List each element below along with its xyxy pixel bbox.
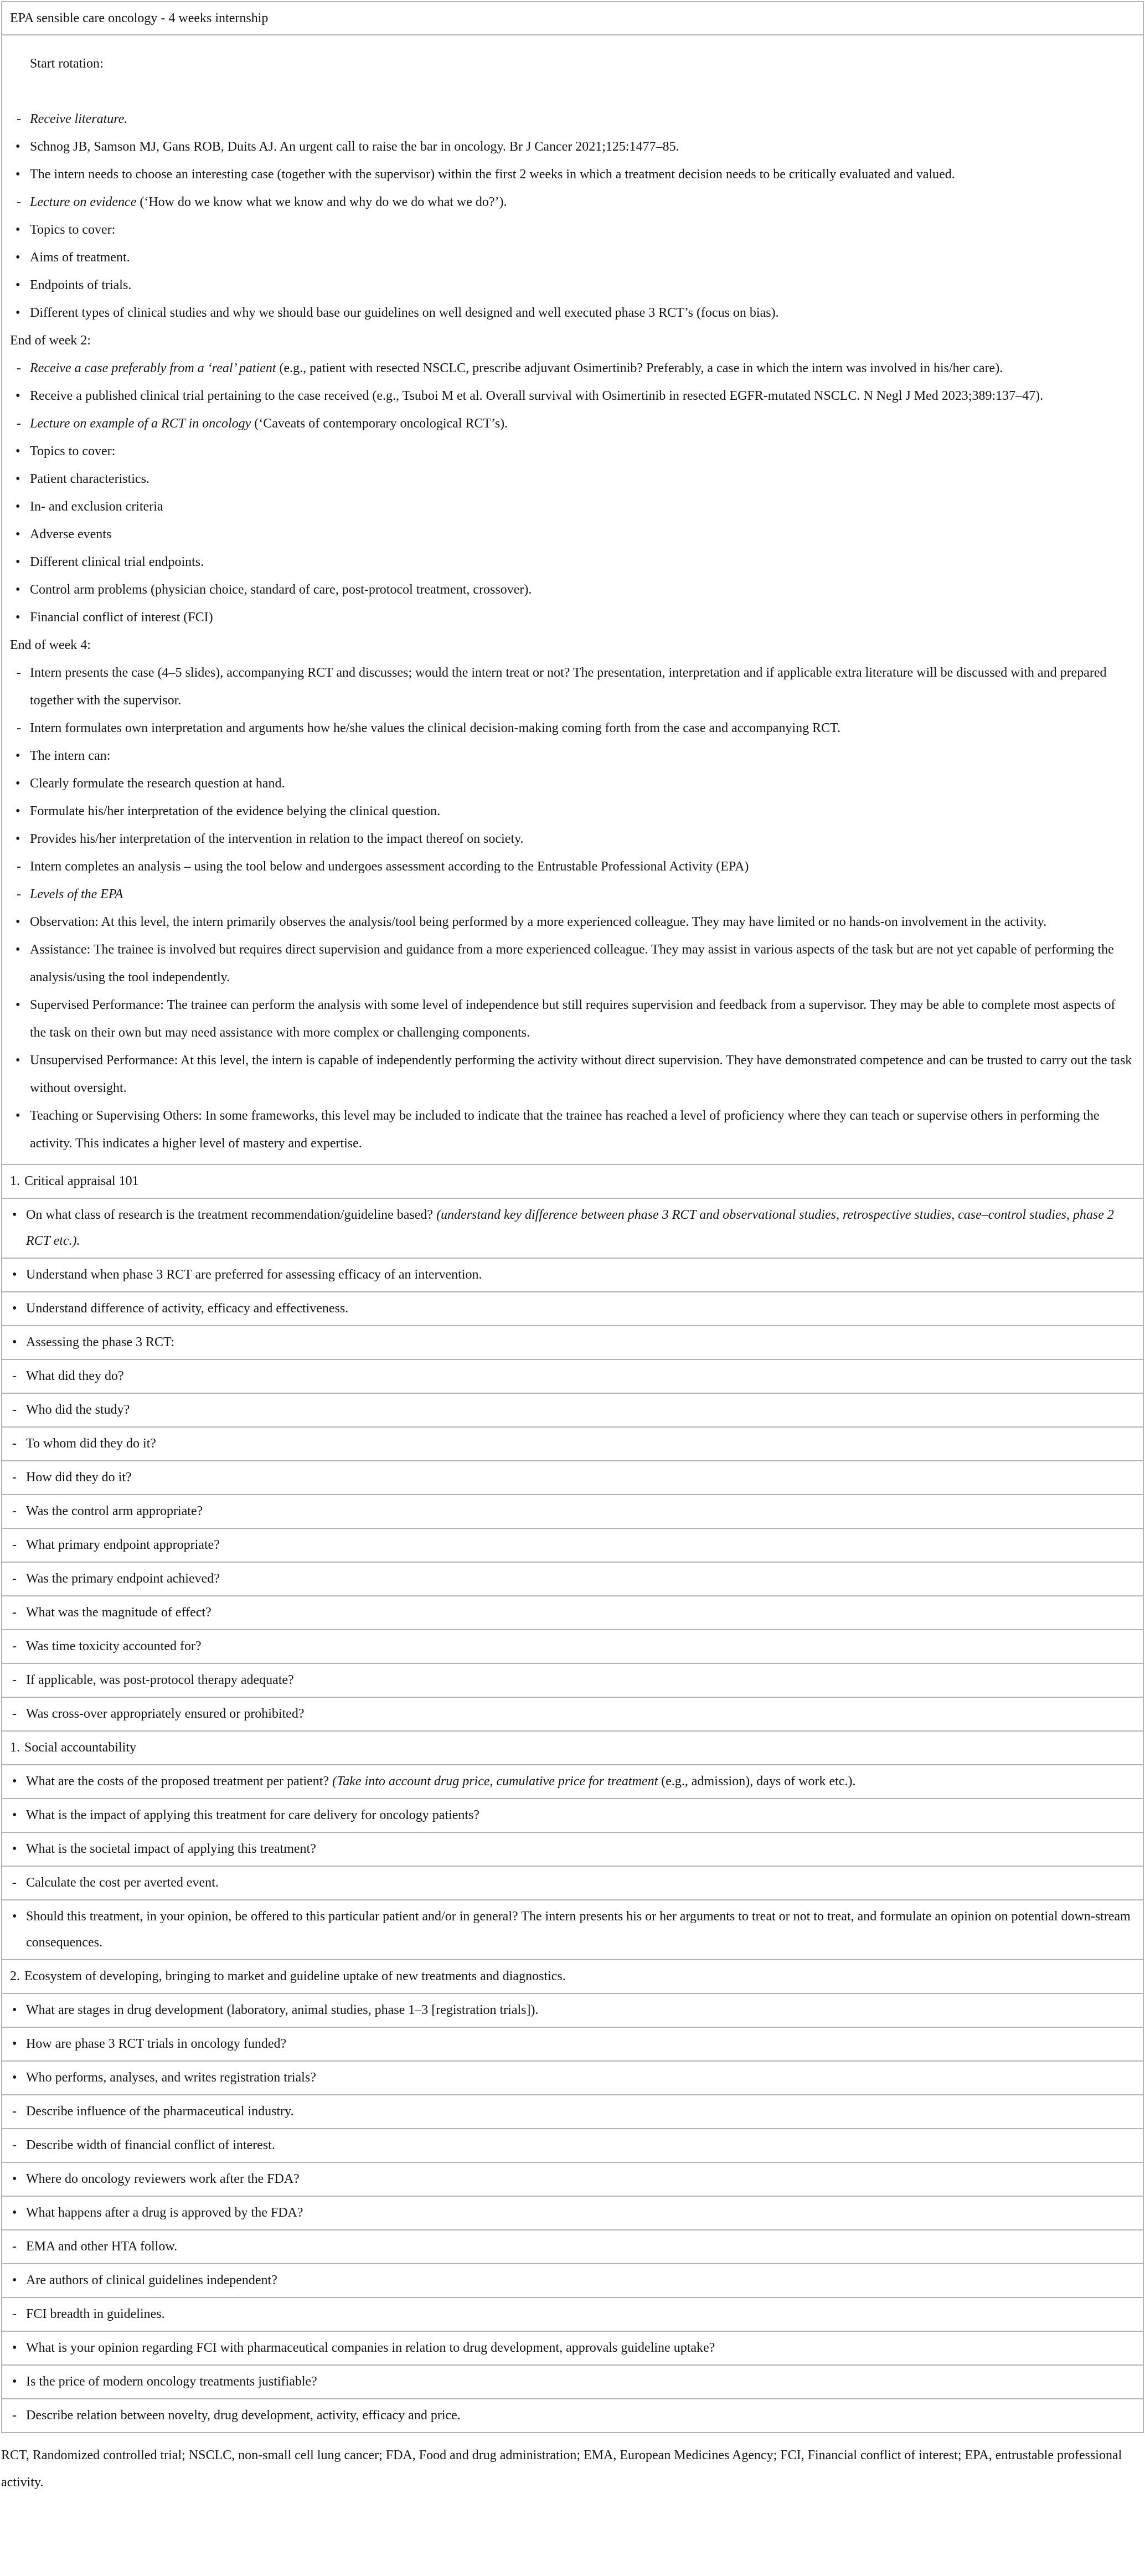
bullet-icon: • xyxy=(12,1774,17,1789)
bullet-icon: • xyxy=(12,1808,17,1822)
item-text: In- and exclusion criteria xyxy=(30,499,163,514)
list-item xyxy=(9,299,1133,327)
item-text: The intern can: xyxy=(30,749,111,763)
item-text: Intern completes an analysis – using the tool below and undergoes assessment according to the Entrustable Professional Activity (EPA) xyxy=(30,859,749,874)
list-item xyxy=(9,1047,1133,1102)
table-row xyxy=(2,2196,1143,2229)
list-item xyxy=(9,105,1133,133)
item-text: Who performs, analyses, and writes registration trials? xyxy=(26,2070,316,2085)
list-item xyxy=(9,604,1133,631)
list-item xyxy=(9,271,1133,299)
item-text: Describe relation between novelty, drug development, activity, efficacy and price. xyxy=(26,2408,461,2423)
bullet-icon: • xyxy=(16,915,20,929)
bullet-icon: • xyxy=(12,2206,17,2220)
bullet-icon: • xyxy=(16,555,20,569)
dash-icon: - xyxy=(12,1369,17,1383)
table-row xyxy=(2,1359,1143,1393)
item-text: Control arm problems (physician choice, standard of care, post-protocol treatment, crossover). xyxy=(30,583,532,597)
list-item xyxy=(9,50,1133,78)
list-item xyxy=(9,465,1133,493)
item-text: Intern presents the case (4–5 slides), accompanying RCT and discusses; would the intern treat or not? The presentation, interpretation and if applicable extra literature will be discussed with and prepared together with the supervisor. xyxy=(30,666,1107,708)
table-row xyxy=(2,2398,1143,2432)
item-text: What happens after a drug is approved by the FDA? xyxy=(26,2206,303,2220)
dash-icon: - xyxy=(12,2138,17,2152)
dash-icon: - xyxy=(17,416,21,431)
item-text: Provides his/her interpretation of the intervention in relation to the impact thereof on society. xyxy=(30,832,524,846)
list-item xyxy=(9,631,1133,659)
item-text: EMA and other HTA follow. xyxy=(26,2239,178,2254)
document-page xyxy=(0,1,1145,2496)
item-text: On what class of research is the treatment recommendation/guideline based? (understand key difference between phase 3 RCT and observational studies, retrospective studies, case–control studies, phase 2 RCT etc.). xyxy=(26,1208,1114,1248)
bullet-icon: • xyxy=(12,2003,17,2017)
dash-icon: - xyxy=(17,887,21,901)
bullet-icon: • xyxy=(16,140,20,154)
item-text: What are stages in drug development (laboratory, animal studies, phase 1–3 [registration trials]). xyxy=(26,2003,539,2017)
table-row xyxy=(2,2128,1143,2162)
bullet-icon: • xyxy=(12,1301,17,1316)
item-text: Assistance: The trainee is involved but requires direct supervision and guidance from a more experienced colleague. They may assist in various aspects of the task but are not yet capable of performing the analysis/using the tool independently. xyxy=(30,942,1114,985)
item-text: How are phase 3 RCT trials in oncology funded? xyxy=(26,2037,287,2051)
bullet-icon: • xyxy=(12,1208,17,1222)
dash-icon: - xyxy=(17,666,21,680)
dash-icon: - xyxy=(12,2104,17,2119)
bullet-icon: • xyxy=(12,1842,17,1856)
table-row xyxy=(2,1198,1143,1258)
bullet-icon: • xyxy=(16,472,20,486)
bullet-icon: • xyxy=(16,998,20,1012)
item-text: Is the price of modern oncology treatments justifiable? xyxy=(26,2374,317,2389)
item-text: Adverse events xyxy=(30,527,112,542)
item-text: What is your opinion regarding FCI with pharmaceutical companies in relation to drug development, approvals guideline uptake? xyxy=(26,2341,715,2355)
table-row xyxy=(2,2094,1143,2128)
bullet-icon: • xyxy=(16,832,20,846)
dash-icon: - xyxy=(17,859,21,874)
table-row xyxy=(2,2162,1143,2196)
list-item xyxy=(9,133,1133,161)
item-text: Was cross-over appropriately ensured or prohibited? xyxy=(26,1707,305,1721)
list-item xyxy=(9,742,1133,770)
table-row xyxy=(2,1730,1143,1764)
item-text: Ecosystem of developing, bringing to market and guideline uptake of new treatments and diagnostics. xyxy=(24,1969,566,1983)
table-row xyxy=(2,1393,1143,1426)
list-item xyxy=(9,714,1133,742)
table-row xyxy=(2,1460,1143,1494)
dash-icon: - xyxy=(12,1572,17,1586)
main-cell xyxy=(2,34,1143,1164)
list-item xyxy=(9,770,1133,797)
item-text: Schnog JB, Samson MJ, Gans ROB, Duits AJ. An urgent call to raise the bar in oncology. Br J Cancer 2021;125:1477–85. xyxy=(30,140,679,154)
item-text: Who did the study? xyxy=(26,1403,130,1417)
item-text: End of week 4: xyxy=(10,638,91,652)
list-item xyxy=(9,797,1133,825)
item-text: Understand when phase 3 RCT are preferred for assessing efficacy of an intervention. xyxy=(26,1268,482,1282)
bullet-icon: • xyxy=(16,389,20,403)
item-text: What did they do? xyxy=(26,1369,124,1383)
table-row xyxy=(2,2060,1143,2094)
item-text: What is the societal impact of applying this treatment? xyxy=(26,1842,316,1856)
item-text: Are authors of clinical guidelines independent? xyxy=(26,2273,277,2288)
table-row xyxy=(2,1562,1143,1595)
item-text: Assessing the phase 3 RCT: xyxy=(26,1335,175,1349)
bullet-icon: • xyxy=(16,250,20,265)
footnote: RCT, Randomized controlled trial; NSCLC, non-small cell lung cancer; FDA, Food and drug administration; EMA, European Medicines Agency; FCI, Financial conflict of interest; EPA, entrustable professional activity. xyxy=(1,2448,1122,2490)
item-number: 1. xyxy=(10,1740,20,1755)
table-row xyxy=(2,1629,1143,1663)
list-item xyxy=(9,327,1133,354)
bullet-icon: • xyxy=(16,776,20,791)
item-text: Patient characteristics. xyxy=(30,472,149,486)
item-text: Clearly formulate the research question at hand. xyxy=(30,776,285,791)
item-number: 1. xyxy=(10,1174,20,1188)
item-text: Receive a published clinical trial pertaining to the case received (e.g., Tsuboi M et al. Overall survival with Osimertinib in resected EGFR-mutated NSCLC. N Negl J Med 2023;389:137–47). xyxy=(30,389,1044,403)
dash-icon: - xyxy=(12,1605,17,1620)
item-text: Topics to cover: xyxy=(30,223,116,237)
list-item xyxy=(9,908,1133,936)
item-text: What primary endpoint appropriate? xyxy=(26,1538,220,1552)
table-row xyxy=(2,1426,1143,1460)
table-row xyxy=(2,2027,1143,2060)
table-row xyxy=(2,2229,1143,2263)
item-text: Lecture on example of a RCT in oncology (‘Caveats of contemporary oncological RCT’s). xyxy=(30,416,508,431)
dash-icon: - xyxy=(12,1639,17,1653)
bullet-icon: • xyxy=(12,1335,17,1349)
list-item xyxy=(9,437,1133,465)
dash-icon: - xyxy=(12,1403,17,1417)
item-text: Where do oncology reviewers work after the FDA? xyxy=(26,2172,300,2186)
table-row xyxy=(2,1993,1143,2027)
list-item xyxy=(9,382,1133,410)
item-text: Different clinical trial endpoints. xyxy=(30,555,204,569)
bullet-icon: • xyxy=(16,499,20,514)
bullet-icon: • xyxy=(12,2172,17,2186)
bullet-icon: • xyxy=(16,444,20,458)
task-rows xyxy=(2,1164,1143,2432)
item-text: How did they do it? xyxy=(26,1470,132,1485)
item-text: Understand difference of activity, efficacy and effectiveness. xyxy=(26,1301,349,1316)
table-row xyxy=(2,1291,1143,1325)
list-item xyxy=(9,161,1133,188)
item-text: Unsupervised Performance: At this level, the intern is capable of independently performing the activity without direct supervision. They have demonstrated competence and can be trusted to carry out the task without oversight. xyxy=(30,1053,1132,1095)
item-text: Receive literature. xyxy=(30,112,128,126)
item-text: Formulate his/her interpretation of the evidence belying the clinical question. xyxy=(30,804,441,818)
bullet-icon: • xyxy=(16,278,20,292)
bullet-icon: • xyxy=(12,2374,17,2389)
item-text: Calculate the cost per averted event. xyxy=(26,1876,219,1890)
list-item xyxy=(9,188,1133,216)
item-text: Aims of treatment. xyxy=(30,250,130,265)
table-row xyxy=(2,1663,1143,1697)
bullet-icon: • xyxy=(16,223,20,237)
item-text: Start rotation: xyxy=(30,56,104,71)
bullet-icon: • xyxy=(12,2341,17,2355)
item-text: What are the costs of the proposed treatment per patient? (Take into account drug price, cumulative price for treatment (e.g., admission), days of work etc.). xyxy=(26,1774,856,1789)
list-item xyxy=(9,936,1133,991)
list-item xyxy=(9,576,1133,604)
item-text: Social accountability xyxy=(24,1740,136,1755)
bullet-icon: • xyxy=(12,1268,17,1282)
item-text: Was time toxicity accounted for? xyxy=(26,1639,202,1653)
list-item xyxy=(9,521,1133,548)
bullet-icon: • xyxy=(12,2037,17,2051)
table-row xyxy=(2,1258,1143,1291)
table-row xyxy=(2,1494,1143,1528)
bullet-icon: • xyxy=(12,1909,17,1924)
list-item xyxy=(9,991,1133,1047)
dash-icon: - xyxy=(12,1504,17,1518)
item-text: Levels of the EPA xyxy=(30,887,123,901)
dash-icon: - xyxy=(12,1876,17,1890)
item-text: What was the magnitude of effect? xyxy=(26,1605,212,1620)
dash-icon: - xyxy=(12,1707,17,1721)
dash-icon: - xyxy=(12,1673,17,1687)
table-row xyxy=(2,2364,1143,2398)
table-row xyxy=(2,1764,1143,1798)
bullet-icon: • xyxy=(12,2273,17,2288)
dash-icon: - xyxy=(12,1470,17,1485)
bullet-icon: • xyxy=(16,583,20,597)
bullet-icon: • xyxy=(16,749,20,763)
dash-icon: - xyxy=(17,721,21,735)
item-text: Should this treatment, in your opinion, be offered to this particular patient and/or in general? The intern presents his or her arguments to treat or not to treat, and formulate an opinion on potential down-stream consequences. xyxy=(26,1909,1131,1950)
item-text: The intern needs to choose an interesting case (together with the supervisor) within the first 2 weeks in which a treatment decision needs to be critically evaluated and valued. xyxy=(30,167,955,182)
list-item xyxy=(9,493,1133,521)
bullet-icon: • xyxy=(12,2070,17,2085)
table-row xyxy=(2,2331,1143,2364)
table-row xyxy=(2,1164,1143,1198)
item-text: Endpoints of trials. xyxy=(30,278,132,292)
item-text: Financial conflict of interest (FCI) xyxy=(30,610,213,625)
table-row xyxy=(2,1528,1143,1562)
item-text: FCI breadth in guidelines. xyxy=(26,2307,165,2321)
table-row xyxy=(2,1832,1143,1866)
dash-icon: - xyxy=(12,2307,17,2321)
table-title: EPA sensible care oncology - 4 weeks internship xyxy=(10,11,269,25)
item-number: 2. xyxy=(10,1969,20,1983)
list-item xyxy=(9,410,1133,437)
table-row xyxy=(2,1697,1143,1730)
dash-icon: - xyxy=(17,195,21,209)
bullet-icon: • xyxy=(16,804,20,818)
table-row xyxy=(2,2263,1143,2297)
table-row xyxy=(2,1866,1143,1899)
dash-icon: - xyxy=(12,1436,17,1451)
dash-icon: - xyxy=(12,2408,17,2423)
bullet-icon: • xyxy=(16,942,20,957)
bullet-icon: • xyxy=(16,1053,20,1068)
list-item xyxy=(9,244,1133,271)
bullet-icon: • xyxy=(16,1109,20,1123)
list-item xyxy=(9,825,1133,853)
item-text: Was the control arm appropriate? xyxy=(26,1504,203,1518)
item-text: Intern formulates own interpretation and arguments how he/she values the clinical decision-making coming forth from the case and accompanying RCT. xyxy=(30,721,841,735)
list-item xyxy=(9,354,1133,382)
bullet-icon: • xyxy=(16,306,20,320)
list-item xyxy=(9,659,1133,714)
item-text: Receive a case preferably from a ‘real’ patient (e.g., patient with resected NSCLC, prescribe adjuvant Osimertinib? Preferably, a case in which the intern was involved in his/her care). xyxy=(30,361,1003,375)
item-text: Topics to cover: xyxy=(30,444,116,458)
bullet-icon: • xyxy=(16,527,20,542)
item-text: Was the primary endpoint achieved? xyxy=(26,1572,220,1586)
item-text: End of week 2: xyxy=(10,333,91,348)
item-text: Describe width of financial conflict of interest. xyxy=(26,2138,275,2152)
item-text: Supervised Performance: The trainee can perform the analysis with some level of independence but still requires supervision and feedback from a supervisor. They may be able to complete most aspects of the task on their own but may need assistance with more complex or challenging components. xyxy=(30,998,1116,1040)
bullet-icon: • xyxy=(16,610,20,625)
dash-icon: - xyxy=(12,1538,17,1552)
table-row xyxy=(2,2297,1143,2331)
item-text: Lecture on evidence (‘How do we know what we know and why do we do what we do?’). xyxy=(30,195,507,209)
item-text: Describe influence of the pharmaceutical industry. xyxy=(26,2104,294,2119)
item-text: What is the impact of applying this treatment for care delivery for oncology patients? xyxy=(26,1808,480,1822)
list-item xyxy=(9,880,1133,908)
item-text: Observation: At this level, the intern primarily observes the analysis/tool being performed by a more experienced colleague. They may have limited or no hands-on involvement in the activity. xyxy=(30,915,1047,929)
item-text: If applicable, was post-protocol therapy adequate? xyxy=(26,1673,294,1687)
item-text: Critical appraisal 101 xyxy=(24,1174,139,1188)
dash-icon: - xyxy=(17,361,21,375)
table-row xyxy=(2,1899,1143,1959)
bullet-icon: • xyxy=(16,167,20,182)
dash-icon: - xyxy=(17,112,21,126)
dash-icon: - xyxy=(12,2239,17,2254)
list-item xyxy=(9,1102,1133,1157)
list-item xyxy=(9,548,1133,576)
list-item xyxy=(9,853,1133,880)
table-row xyxy=(2,1798,1143,1832)
epa-table xyxy=(1,1,1144,2433)
table-row xyxy=(2,1959,1143,1993)
table-title-row xyxy=(2,2,1143,34)
item-text: Different types of clinical studies and why we should base our guidelines on well designed and well executed phase 3 RCT’s (focus on bias). xyxy=(30,306,779,320)
list-item xyxy=(9,216,1133,244)
table-row xyxy=(2,1325,1143,1359)
item-text: Teaching or Supervising Others: In some frameworks, this level may be included to indicate that the trainee has reached a level of proficiency where they can teach or supervise others in performing the activity. This indicates a higher level of mastery and expertise. xyxy=(30,1109,1100,1151)
list-item xyxy=(9,78,1133,105)
table-row xyxy=(2,1595,1143,1629)
item-text: To whom did they do it? xyxy=(26,1436,156,1451)
